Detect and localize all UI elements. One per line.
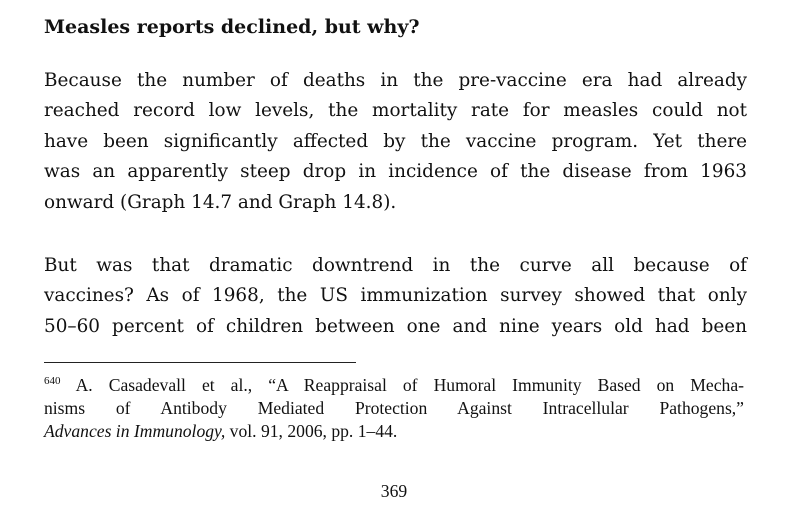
paragraph-1-line: Because the number of deaths in the pre-vaccine era had already bbox=[44, 70, 747, 91]
paragraph-1-line: onward (Graph 14.7 and Graph 14.8). bbox=[44, 191, 397, 213]
paragraph-2-line: vaccines? As of 1968, the US immunization survey showed that only bbox=[44, 285, 747, 307]
paragraph-1-line: was an apparently steep drop in incidence of the disease from 1963 bbox=[44, 161, 747, 183]
footnote-line-1 bbox=[44, 374, 744, 397]
footnote-line-3 bbox=[44, 420, 744, 443]
paragraph-1 bbox=[44, 66, 747, 218]
journal-title: Advances in Immunology, bbox=[44, 421, 226, 441]
paragraph-2 bbox=[44, 251, 747, 342]
paragraph-1-line: have been significantly affected by the vaccine program. Yet there bbox=[44, 130, 747, 152]
footnote-divider bbox=[44, 362, 356, 363]
footnote-line-2: nisms of Antibody Mediated Protection Against Intracellular Pathogens,” bbox=[44, 398, 744, 418]
page-number: 369 bbox=[380, 481, 408, 501]
paragraph-2-line: 50–60 percent of children between one and nine years old had been bbox=[44, 315, 747, 337]
footnote-number: 640 bbox=[44, 375, 61, 388]
citation-details: vol. 91, 2006, pp. 1–44. bbox=[225, 421, 398, 441]
section-heading: Measles reports declined, but why? bbox=[44, 16, 420, 38]
footnote bbox=[44, 374, 744, 443]
paragraph-2-line: But was that dramatic downtrend in the curve all because of bbox=[44, 255, 747, 276]
paragraph-1-line: reached record low levels, the mortality rate for measles could not bbox=[44, 100, 747, 122]
footnote-text: A. Casadevall et al., “A Reappraisal of Humoral Immunity Based on Mecha- bbox=[75, 375, 744, 395]
